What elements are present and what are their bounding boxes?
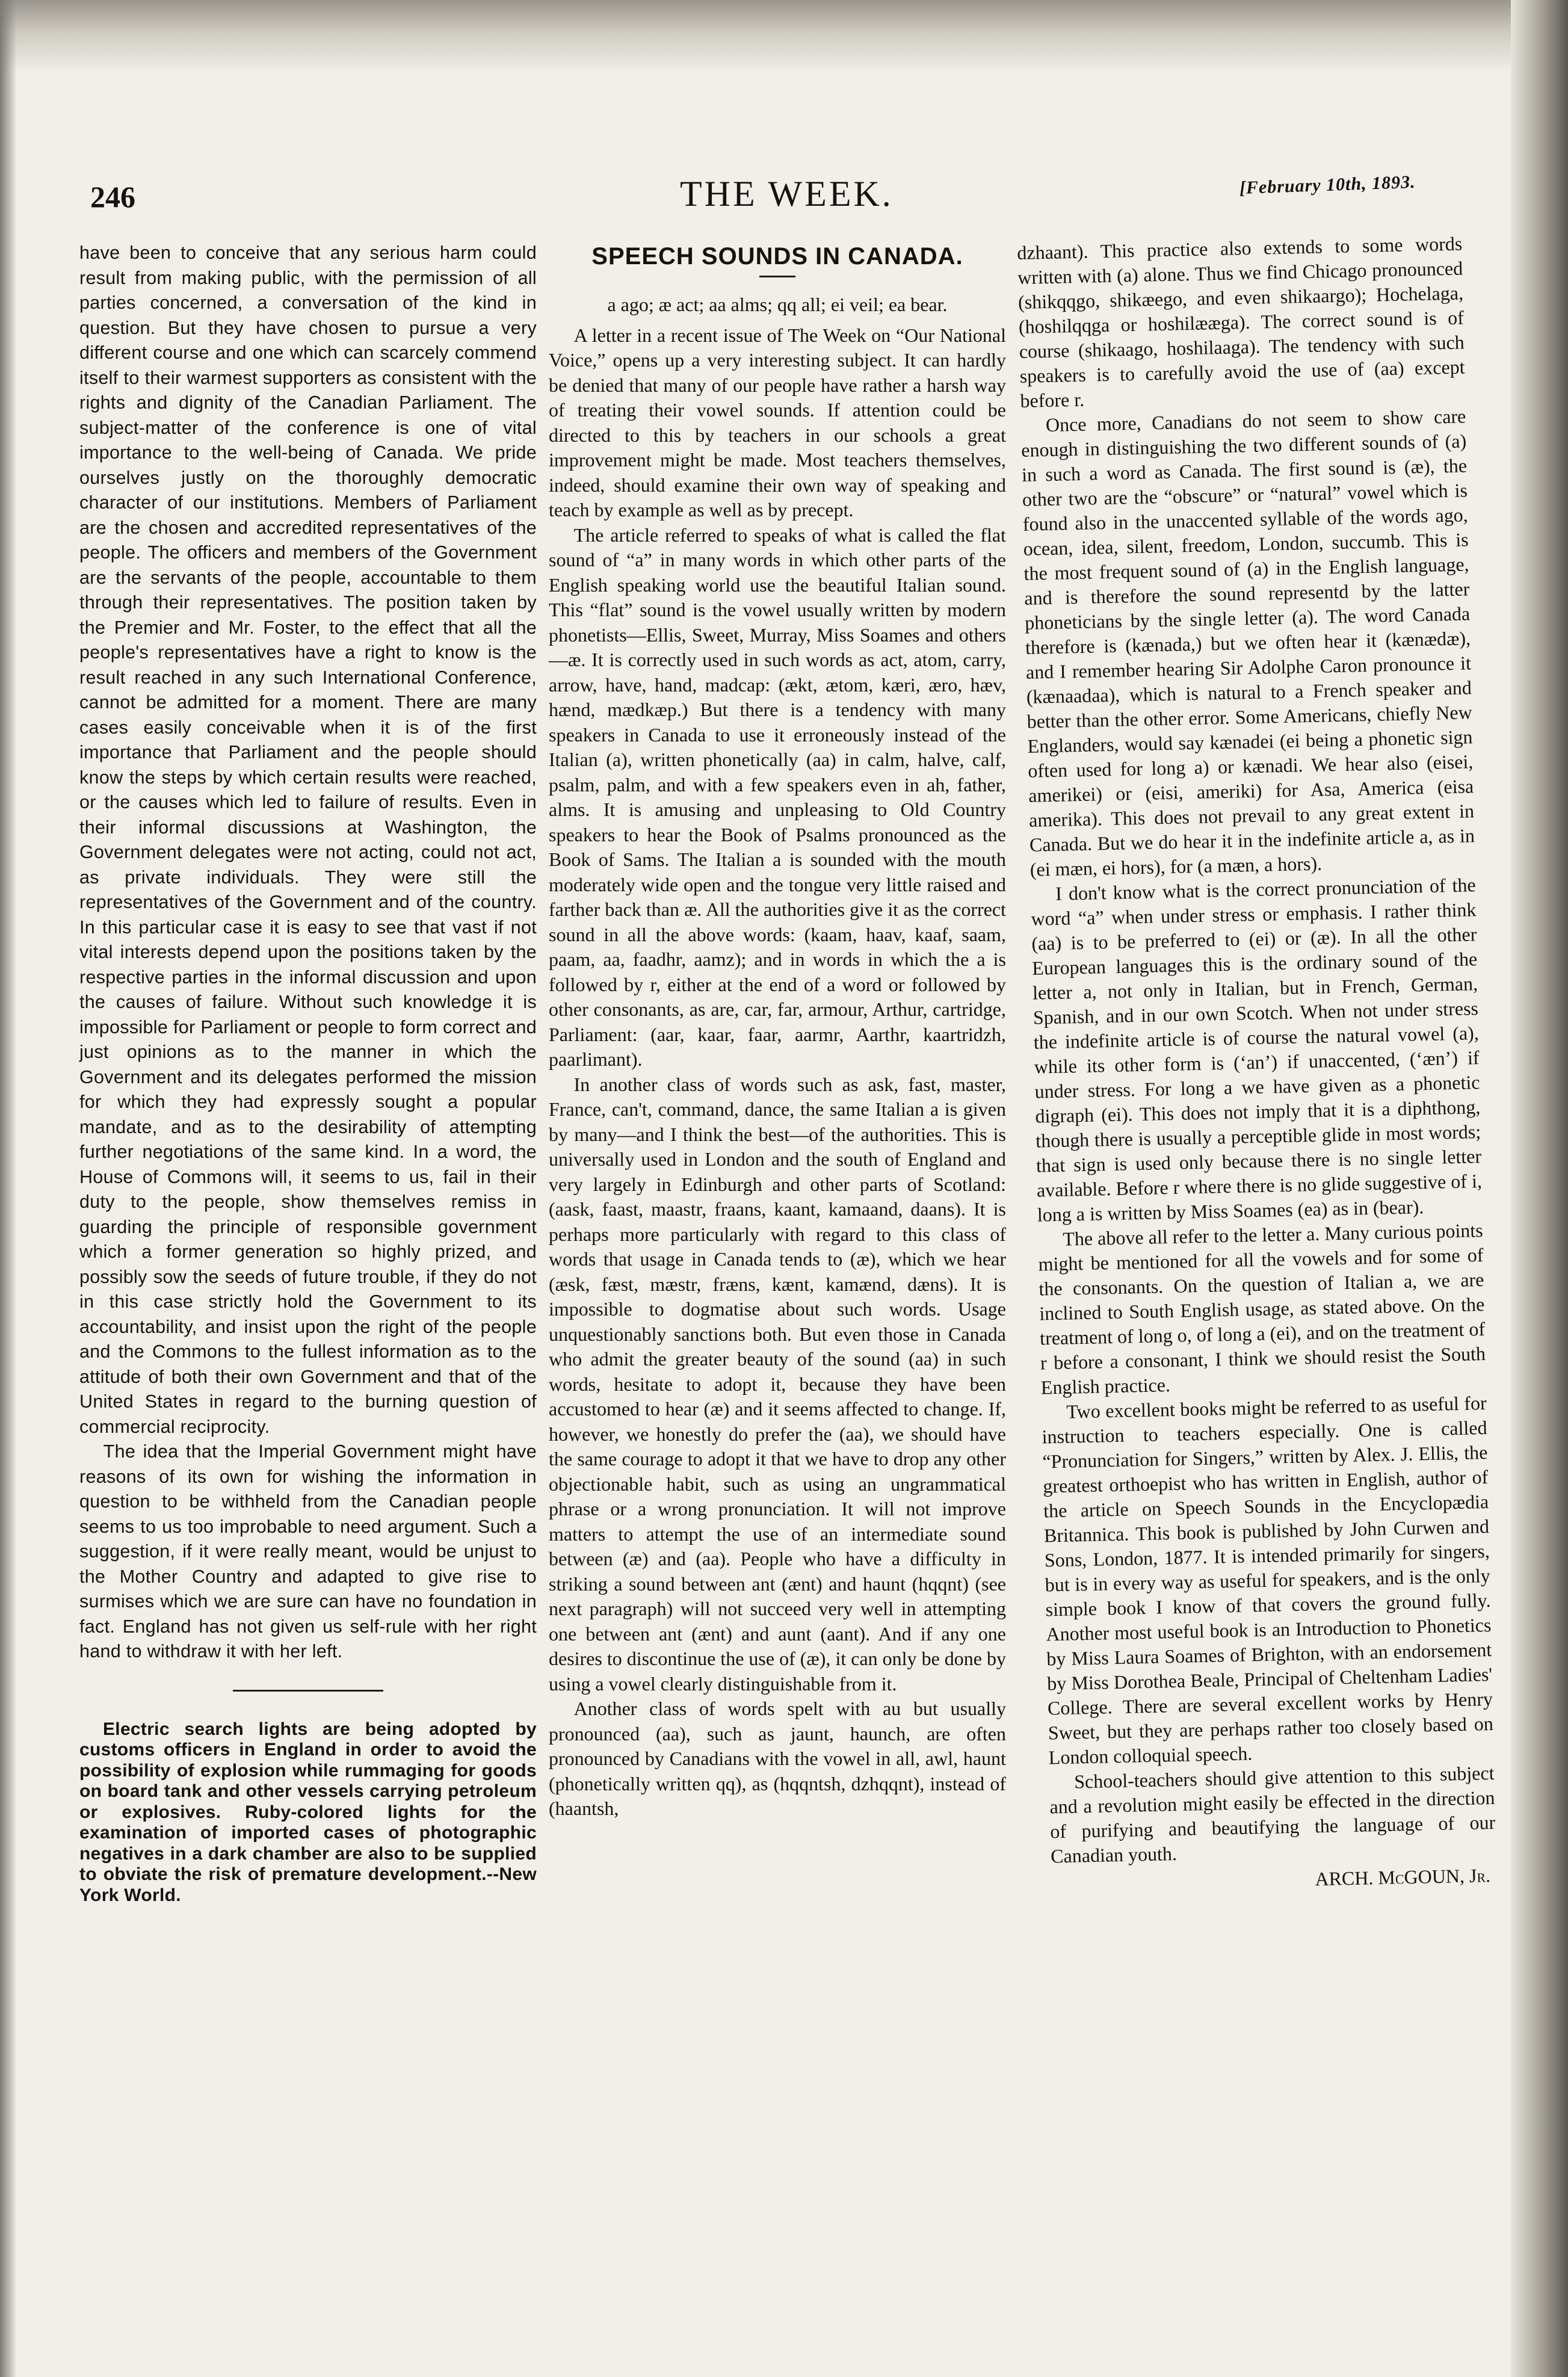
news-note [79,1719,537,1906]
page-header [0,173,1568,227]
article-paragraph: A letter in a recent issue of The Week on “Our National Voice,” opens up a very interesting subject. It can hardly be denied that many of our people have rather a harsh way of treating their vowel sounds. If attention could be directed to this by teachers in our schools a great improvement might be made. Most teachers themselves, indeed, should examine their own way of speaking and teach by example as well as by precept. [549,324,1006,521]
page-binding-edge [1511,0,1568,2377]
issue-date: [February 10th, 1893. [1239,172,1416,198]
article-paragraph: Two excellent books might be referred to as useful for instruction to teachers especially. One is called “Pronunciation for Singers,” written by Alex. J. Ellis, the greatest orthoepist who has written in English, author of the article on Speech Sounds in the Encyclopædia Britannica. This book is published by John Curwen and Sons, London, 1877. It is intended primarily for singers, but is in every way as useful for speakers, and is the only simple book I know of that covers the ground fully. Another most useful book is an Introduction to Phonetics by Miss Laura Soames of Brighton, with an endorsement by Miss Dorothea Beale, Principal of Cheltenham Ladies' College. There are several excellent works by Henry Sweet, but they are perhaps rather too closely based on London colloquial speech. [1042,1392,1494,1769]
page-left-shadow [0,0,17,2377]
masthead: THE WEEK. [680,174,894,214]
article-paragraph: I don't know what is the correct pronunciation of the word “a” when under stress or emphasis. I rather think (aa) is to be preferred to (ei) or (æ). In all the other European languages this is the ordinary sound of the letter a, not only in Italian, but in French, German, Spanish, and in our own Scotch. When not under stress the indefinite article is of course the natural vowel (a), while its other form is (‘an’) if unaccented, (‘æn’) if under stress. For long a we have given as a phonetic digraph (ei). This does not imply that it is a diphthong, though there is usually a perceptible glide in most words; that sign is used only because there is no single letter available. Before r where there is no glide suggestive of i, long a is written by Miss Soames (ea) as in (bear). [1031,874,1483,1226]
phonetic-key: a ago; æ act; aa alms; qq all; ei veil; ea bear. [607,293,948,315]
article-paragraph: School-teachers should give attention to this subject and a revolution might easily be effected in the direction of purifying and beautifying the language of our Canadian youth. [1049,1761,1496,1867]
author-signature: ARCH. McGOUN, Jr. [1315,1864,1491,1890]
title-divider [759,276,795,277]
editorial-paragraph: have been to conceive that any serious harm could result from making public, with the permission of all parties concerned, a conversation of the kind in question. But they have chosen to pursue a very different course and one which can scarcely commend itself to their warmest supporters as consistent with the rights and dignity of the Canadian Parliament. The subject-matter of the conference is one of vital importance to the well-being of Canada. We pride ourselves justly on the thoroughly democratic character of our institutions. Members of Parliament are the chosen and accredited representatives of the people. The officers and members of the Government are the servants of the people, accountable to them through their representatives. The position taken by the Premier and Mr. Foster, to the effect that all the people's representatives have a right to know is the result reached in any such International Conference, cannot be admitted for a moment. There are many cases easily conceivable when it is of the first importance that Parliament and the people should know the steps by which certain results were reached, or the causes which led to failure of results. Even in their informal discussions at Washington, the Government delegates were not acting, could not act, as private individuals. They were still the representatives of the Government and of the country. In this particular case it is easy to see that vast if not vital interests depend upon the positions taken by the respective parties in the informal discussion and upon the causes of failure. Without such knowledge it is impossible for Parliament or people to form correct and just opinions as to the manner in which the Government and its delegates performed the mission for which they had expressly sought a popular mandate, and as to the desirability of attempting further negotiations of the same kind. In a word, the House of Commons will, it seems to us, fail in their duty to the people, show themselves remiss in guarding the principle of responsible government which a former generation so highly prized, and possibly sow the seeds of future trouble, if they do not in this case strictly hold the Government to its accountability, and insist upon the right of the people and the Commons to the fullest information as to the attitude of both their own Government and that of the United States in regard to the burning question of commercial reciprocity. [79,243,537,1437]
section-divider [233,1690,383,1692]
column-right [1017,232,1497,1897]
article-paragraph: The above all refer to the letter a. Many curious points might be mentioned for all the vowels and for some of the consonants. On the question of Italian a, we are inclined to South English usage, as stated above. On the treatment of long o, of long a (ei), and on the treatment of r before a consonant, I think we should resist the South English practice. [1038,1219,1486,1399]
news-note-text: Electric search lights are being adopted by customs officers in England in order to avoid the possibility of explosion while rummaging for goods on board tank and other vessels carrying petroleum or explosives. Ruby-colored lights for the examination of imported cases of photographic negatives in a dark chamber are also to be supplied to obviate the risk of premature development.--New York World. [79,1719,537,1905]
article-paragraph: Another class of words spelt with au but usually pronounced (aa), such as jaunt, haunch, are often pronounced by Canadians with the vowel in all, awl, haunt (phonetically written qq), as (hqqntsh, dzhqqnt), instead of (haantsh, [549,1698,1006,1819]
article-paragraph: In another class of words such as ask, fast, master, France, can't, command, dance, the same Italian a is given by many—and I think the best—of the authorities. This is universally used in London and the south of England and very largely in Edinburgh and other parts of Scotland: (aask, faast, maastr, fraans, kaant, kamaand, daans). It is perhaps more particularly with regard to this class of words that usage in Canada tends to (æ), which we hear (æsk, fæst, mæstr, fræns, kænt, kamænd, dæns). It is impossible to dogmatise about such words. Usage unquestionably sanctions both. But even those in Canada who admit the greater beauty of the sound (aa) in such words, hesitate to adopt it, because they have been accustomed to hear (æ) and it seems affected to change. If, however, we honestly do prefer the (aa), we should have the same courage to adopt it that we have to drop any other objectionable habit, such as using an ungrammatical phrase or a wrong pronunciation. It will not improve matters to attempt the use of an intermediate sound between (æ) and (aa). People who have a difficulty in striking a sound between ant (ænt) and haunt (hqqnt) (see next paragraph) will not succeed very well in attempting one between ant (ænt) and aunt (aant). And if any one desires to discontinue the use of (æ), it can only be done by using a vowel clearly distinguishable from it. [549,1073,1006,1695]
article-paragraph: The article referred to speaks of what is called the flat sound of “a” in many words in which other parts of the English speaking world use the beautiful Italian sound. This “flat” sound is the vowel usually written by modern phonetists—Ellis, Sweet, Murray, Miss Soames and others—æ. It is correctly used in such words as act, atom, carry, arrow, have, hand, madcap: (ækt, ætom, kæri, æro, hæv, hænd, mædkæp.) But there is a tendency with many speakers in Canada to use it erroneously instead of the Italian (a), written phonetically (aa) in calm, halve, calf, psalm, palm, and with a few speakers even in ah, father, alms. It is amusing and unpleasing to Old Country speakers to hear the Book of Psalms pronounced as the Book of Sams. The Italian a is sounded with the mouth moderately wide open and the tongue very little raised and farther back than æ. All the authorities give it as the correct sound in all the above words: (kaam, haav, kaaf, saam, paam, aa, faadhr, aamz); and in words in which the a is followed by r, either at the end of a word or followed by other consonants, as are, car, far, armour, Arthur, cartridge, Parliament: (aar, kaar, faar, aarmr, Aarthr, kaartridzh, paarlimant). [549,524,1006,1070]
column-middle [549,241,1006,1822]
article-paragraph-continued: dzhaant). This practice also extends to some words written with (a) alone. Thus we find Chicago pronounced (shikqqgo, shikæego, and even shikaargo); Hochelaga, (hoshilqqga or hoshilææga). The correct sound is of course (shikaago, hoshilaaga). The tendency with such speakers is to carefully avoid the use of (aa) except before r. [1017,232,1465,412]
article-title: SPEECH SOUNDS IN CANADA. [591,243,963,270]
page-number: 246 [90,180,135,214]
page-top-shadow [0,0,1568,72]
article-paragraph: Once more, Canadians do not seem to show care enough in distinguishing the two different sounds of (a) in such a word as Canada. The first sound is (æ), the other two are the “obscure” or “natural” vowel which is found also in the unaccented syllable of the words ago, ocean, idea, silent, freedom, London, succumb. This is the most frequent sound of (a) in the English language, and is therefore the sound representd by the latter phoneticians by the single letter (a). The word Canada therefore is (kænada,) but we often hear it (kænædæ), and I remember hearing Sir Adolphe Caron pronounce it (kænaadaa), which is natural to a French speaker and better than the other error. Some Americans, chiefly New Englanders, would say kænadei (ei being a phonetic sign often used for long a) or kænadi. We hear also (eisei, amerikei) or (eisi, ameriki) for Asa, America (eisa amerika). This does not prevail to any great extent in Canada. But we do hear it in the indefinite article a, as in (ei mæn, ei hors), for (a mæn, a hors). [1020,405,1475,880]
column-left [79,241,537,1906]
editorial-paragraph: The idea that the Imperial Government might have reasons of its own for wishing the information in question to be withheld from the Canadian people seems to us too improbable to need argument. Such a suggestion, if it were really meant, would be unjust to the Mother Country and adapted to give rise to surmises which we are sure can have no foundation in fact. England has not given us self-rule with her right hand to withdraw it with her left. [79,1441,537,1661]
